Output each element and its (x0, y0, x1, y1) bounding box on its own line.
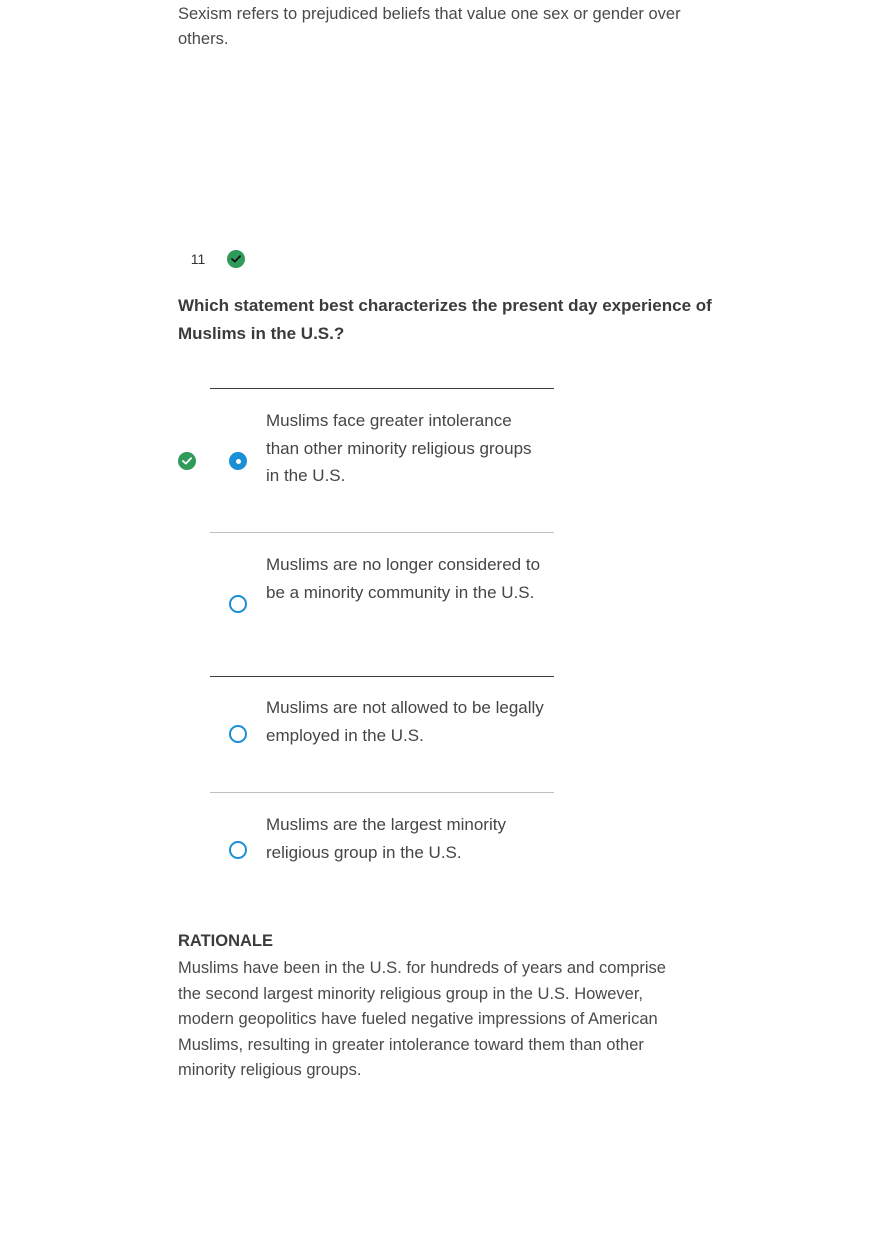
answer-option-label: Muslims are the largest minority religious group in the U.S. (266, 815, 506, 862)
rationale-heading: RATIONALE (178, 932, 274, 950)
answer-option[interactable] (210, 792, 554, 893)
answer-option-label: Muslims are not allowed to be legally employed in the U.S. (266, 698, 544, 745)
question-header (178, 248, 245, 270)
radio-button[interactable] (229, 725, 247, 743)
answer-option-label: Muslims are no longer considered to be a minority community in the U.S. (266, 555, 541, 602)
answer-options (178, 388, 578, 893)
answer-option[interactable] (210, 388, 554, 532)
correct-answer-icon (178, 452, 196, 470)
radio-button[interactable] (229, 595, 247, 613)
radio-button[interactable] (229, 841, 247, 859)
rationale-text: Muslims have been in the U.S. for hundreds of years and comprise the second largest minority religious group in the U.S. However, modern geopolitics have fueled negative impressions of American Muslims, resulting in greater intolerance toward them than other minority religious groups. (178, 959, 666, 1079)
question-prompt: Which statement best characterizes the present day experience of Muslims in the U.S.? (178, 296, 712, 343)
answer-option[interactable] (210, 532, 554, 676)
previous-rationale-text: Sexism refers to prejudiced beliefs that value one sex or gender over others. (178, 5, 681, 48)
answer-option-label: Muslims face greater intolerance than other minority religious groups in the U.S. (266, 411, 532, 485)
answer-option[interactable] (210, 676, 554, 792)
check-circle-icon (227, 250, 245, 268)
radio-button-selected[interactable] (229, 452, 247, 470)
question-number: 11 (190, 251, 206, 267)
